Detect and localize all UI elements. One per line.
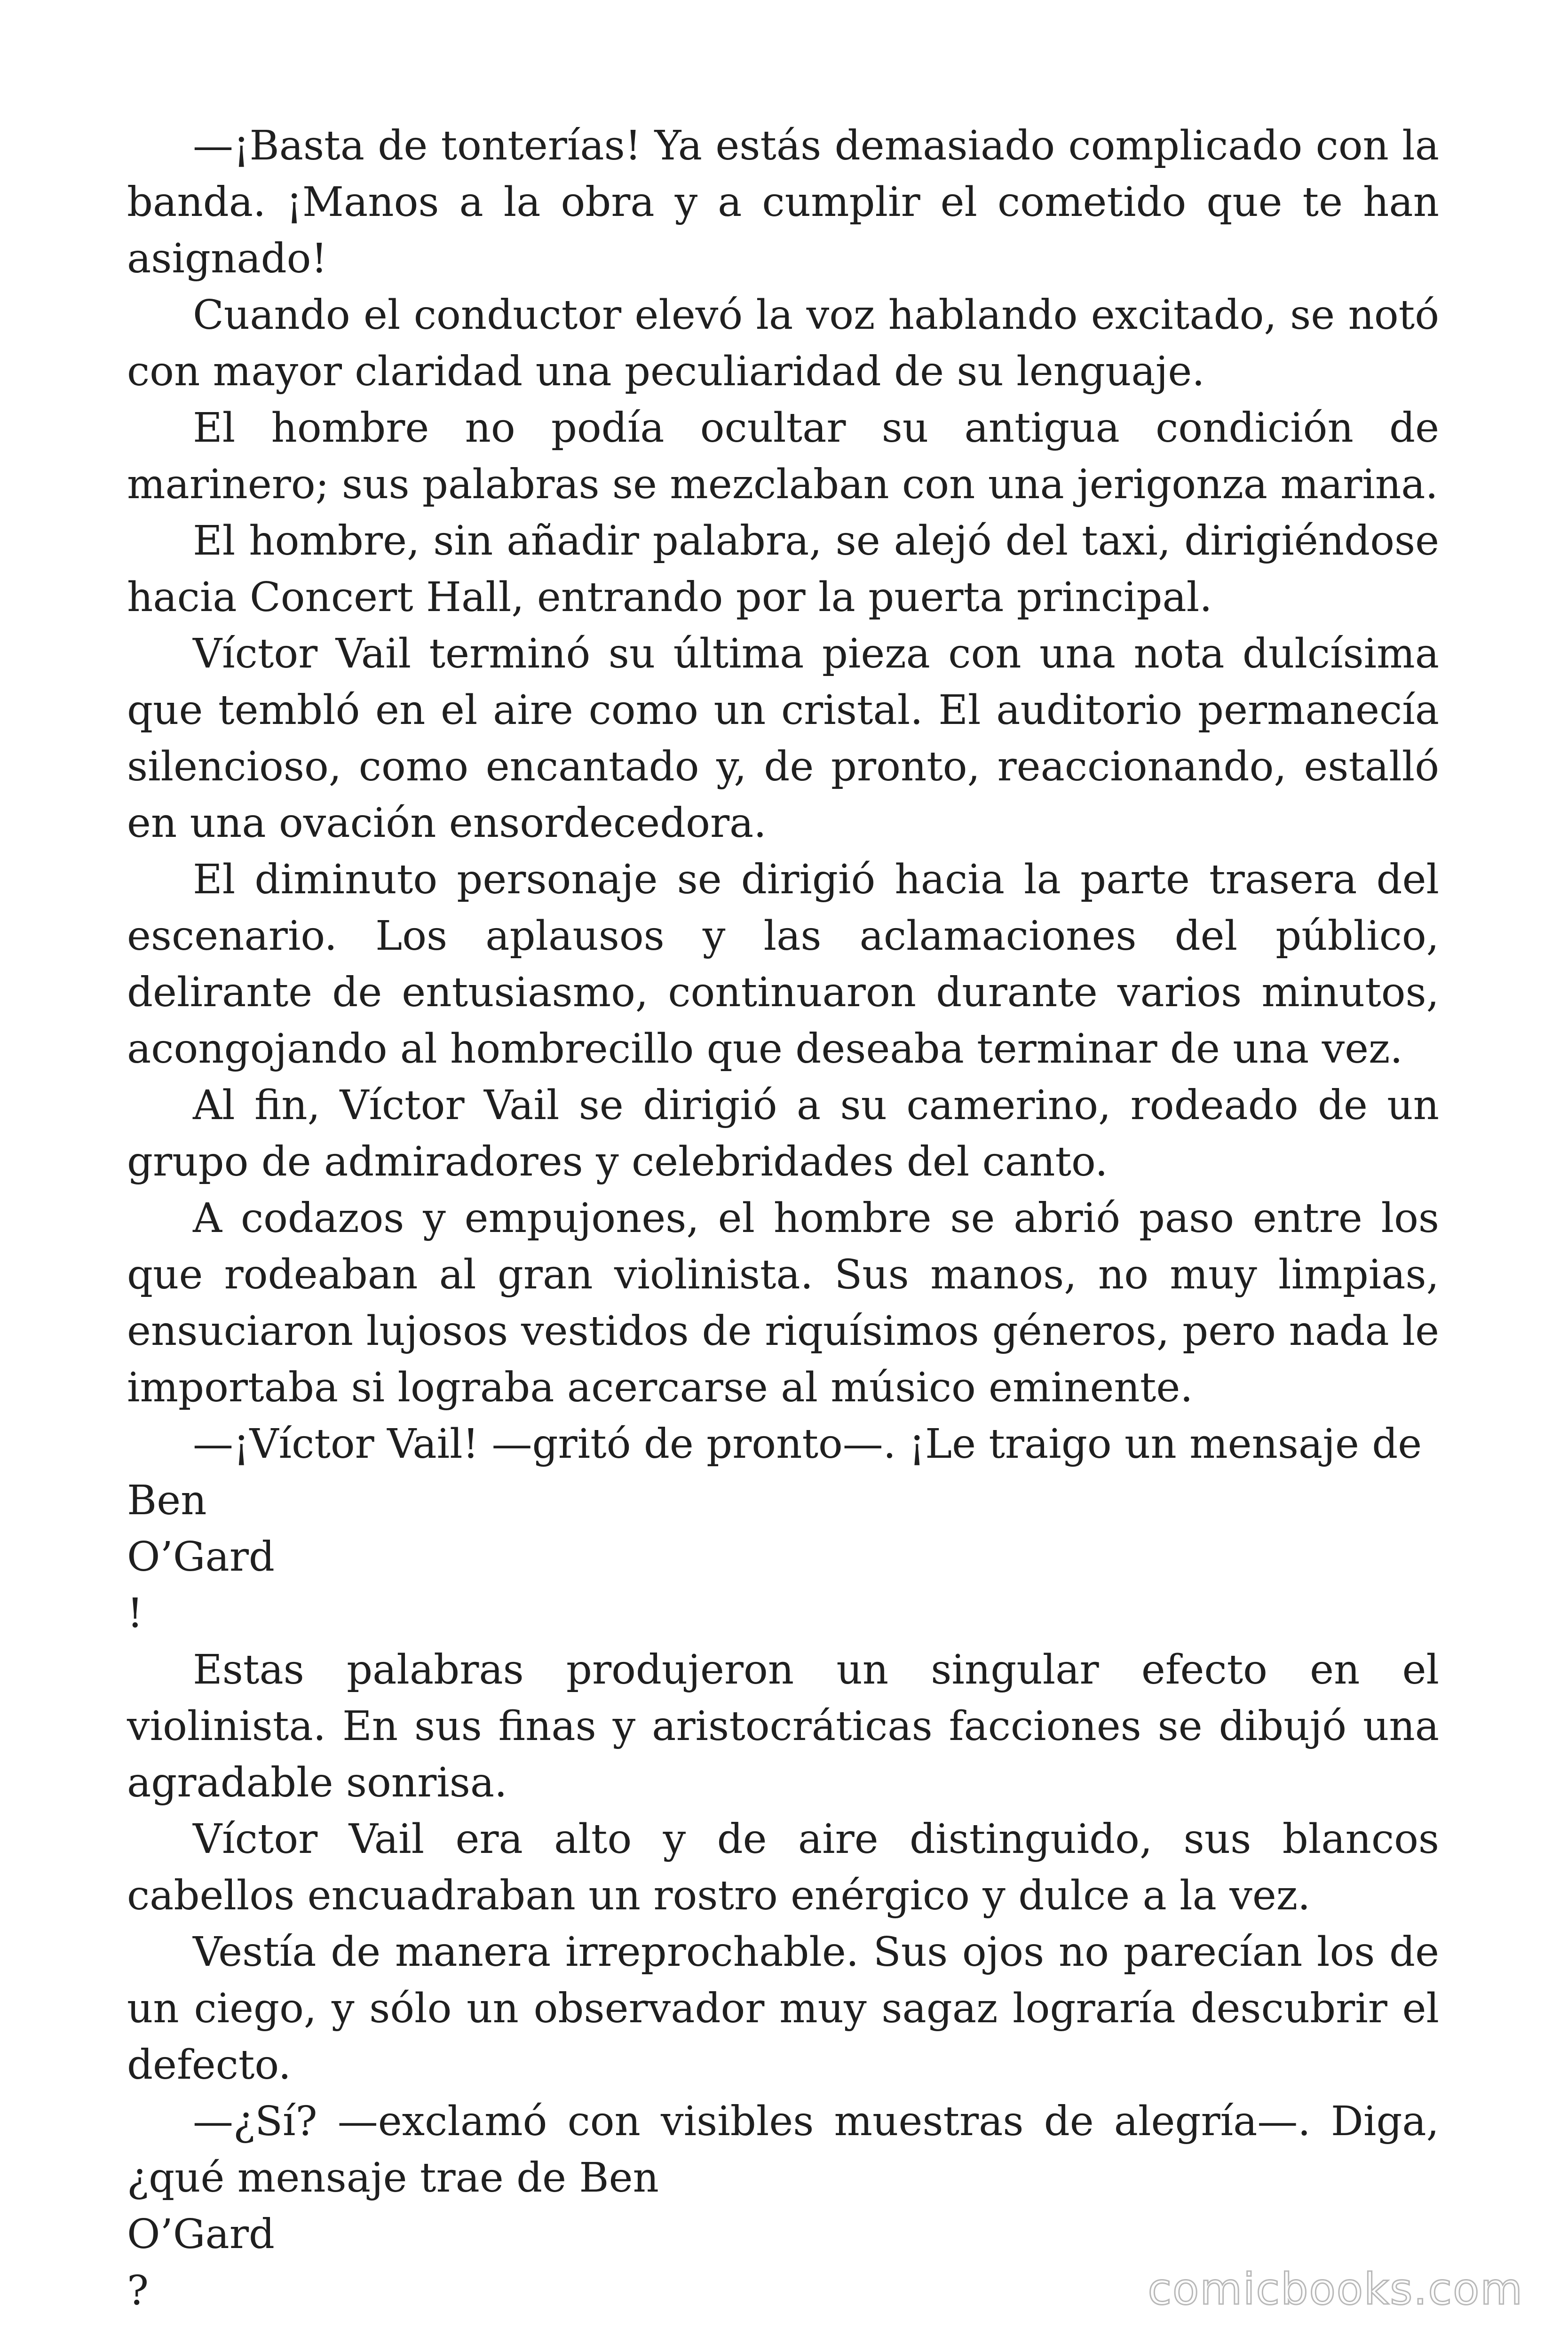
- page-text: [127, 118, 1439, 2319]
- paragraph-fragment: ?: [127, 2267, 149, 2314]
- paragraph: —¡Víctor Vail! —gritó de pronto—. ¡Le traigo un mensaje de: [193, 1421, 1422, 1468]
- paragraph: Vestía de manera irreprochable. Sus ojos no parecían los de un ciego, y sólo un observador muy sagaz lograría descubrir el defecto.: [127, 1929, 1439, 2089]
- paragraph: —¡Basta de tonterías! Ya estás demasiado complicado con la banda. ¡Manos a la obra y a cumplir el cometido que te han asignado!: [127, 122, 1439, 282]
- paragraph: Al fin, Víctor Vail se dirigió a su camerino, rodeado de un grupo de admiradores y celebridades del canto.: [127, 1082, 1439, 1185]
- paragraph: —¿Sí? —exclamó con visibles muestras de alegría—. Diga, ¿qué mensaje trae de Ben: [127, 2098, 1439, 2201]
- paragraph: Estas palabras produjeron un singular efecto en el violinista. En sus finas y aristocráticas facciones se dibujó una agradable sonrisa.: [127, 1646, 1439, 1806]
- paragraph-fragment: O’Gard: [127, 1534, 275, 1581]
- paragraph: A codazos y empujones, el hombre se abrió paso entre los que rodeaban al gran violinista. Sus manos, no muy limpias, ensuciaron lujosos vestidos de riquísimos géneros, pero nada le importaba si lograba acercarse al músico eminente.: [127, 1195, 1439, 1411]
- paragraph-fragment: !: [127, 1590, 143, 1637]
- paragraph: El hombre no podía ocultar su antigua condición de marinero; sus palabras se mezclaban con una jerigonza marina.: [127, 405, 1439, 508]
- paragraph-fragment: Ben: [127, 1477, 207, 1524]
- paragraph: Cuando el conductor elevó la voz hablando excitado, se notó con mayor claridad una peculiaridad de su lenguaje.: [127, 292, 1439, 395]
- paragraph: El hombre, sin añadir palabra, se alejó del taxi, dirigiéndose hacia Concert Hall, entrando por la puerta principal.: [127, 517, 1439, 621]
- paragraph: El diminuto personaje se dirigió hacia la parte trasera del escenario. Los aplausos y las aclamaciones del público, delirante de entusiasmo, continuaron durante varios minutos, acongojando al hombrecillo que deseaba terminar de una vez.: [127, 856, 1439, 1073]
- site-watermark: comicbooks.com: [1148, 2264, 1523, 2314]
- paragraph: Víctor Vail era alto y de aire distinguido, sus blancos cabellos encuadraban un rostro enérgico y dulce a la vez.: [127, 1816, 1439, 1919]
- paragraph-fragment: O’Gard: [127, 2211, 275, 2258]
- paragraph: Víctor Vail terminó su última pieza con una nota dulcísima que tembló en el aire como un cristal. El auditorio permanecía silencioso, como encantado y, de pronto, reaccionando, estalló en una ovación ensordecedora.: [127, 630, 1439, 847]
